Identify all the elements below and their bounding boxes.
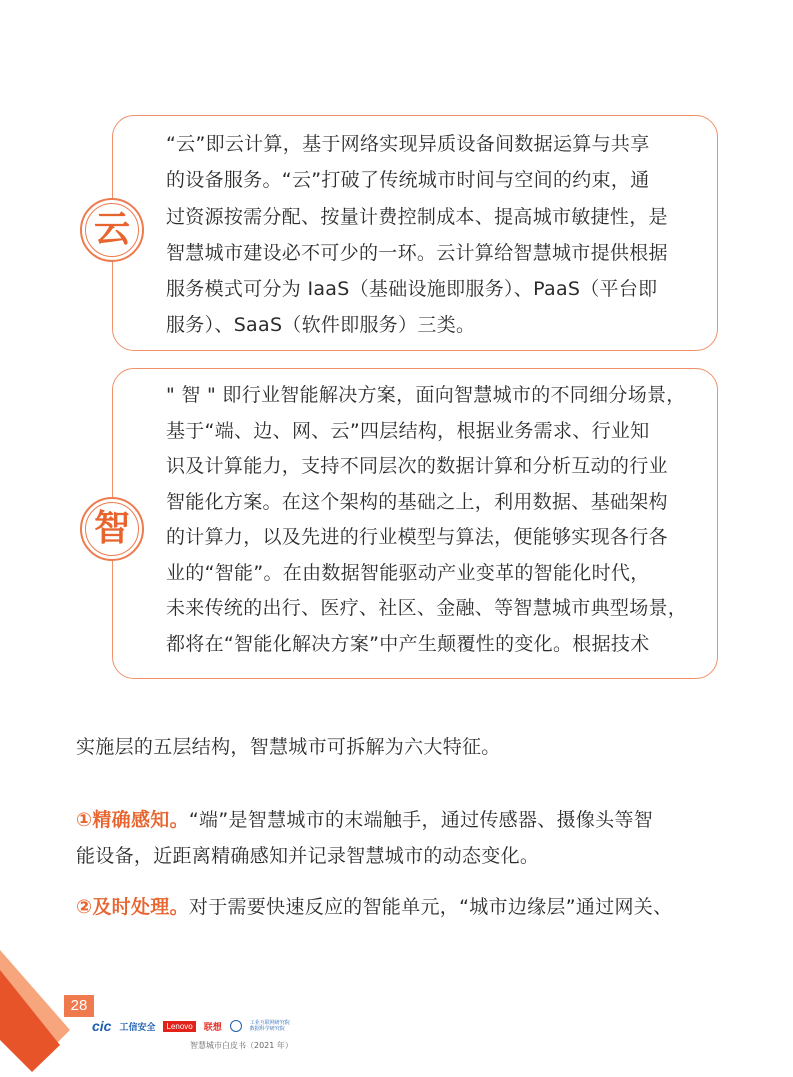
feature-2-title: ②及时处理。 <box>76 896 189 918</box>
intelligence-emblem-icon <box>80 497 144 561</box>
text-line: 未来传统的出行、医疗、社区、金融、等智慧城市典型场景， <box>166 597 688 619</box>
text-line: 服务）、SaaS（软件即服务）三类。 <box>166 314 476 337</box>
text-line: 的计算力，以及先进的行业模型与算法，便能够实现各行各 <box>166 526 668 548</box>
cloud-card-text <box>166 126 693 344</box>
cloud-card <box>112 115 718 351</box>
feature-2-text: 对于需要快速反应的智能单元，“城市边缘层”通过网关、 <box>188 896 673 918</box>
lenovo-logo: Lenovo <box>163 1021 195 1032</box>
cloud-emblem-char: 云 <box>93 209 130 250</box>
text-line: 服务模式可分为 IaaS（基础设施即服务）、PaaS（平台即 <box>166 278 658 301</box>
text-line: 智慧城市建设必不可少的一环。云计算给智慧城市提供根据 <box>166 241 668 264</box>
text-line: 业的“智能”。在由数据智能驱动产业变革的智能化时代， <box>166 561 650 584</box>
text-line: 智能化方案。在这个架构的基础之上，利用数据、基础架构 <box>166 490 668 513</box>
feature-1-line-2: 能设备，近距离精确感知并记录智慧城市的动态变化。 <box>76 845 540 867</box>
institute-name-2: 数据科学研究院 <box>249 1026 285 1032</box>
text-line: 基于“端、边、网、云”四层结构，根据业务需求、行业知 <box>166 419 650 442</box>
cic-logo-text: 工信安全 <box>119 1022 156 1033</box>
intelligence-card <box>112 368 718 679</box>
institute-name-1: 工业互联网研究院 <box>249 1020 290 1026</box>
text-line: “云”即云计算，基于网络实现异质设备间数据运算与共享 <box>166 133 650 155</box>
footer-logos <box>92 1017 290 1035</box>
feature-2-paragraph <box>76 889 672 925</box>
intelligence-card-text <box>166 378 693 662</box>
cloud-emblem-icon <box>80 198 144 262</box>
feature-1-title: ①精确感知。 <box>76 809 189 831</box>
footer-caption: 智慧城市白皮书（2021 年） <box>190 1041 293 1050</box>
text-line: 识及计算能力，支持不同层次的数据计算和分析互动的行业 <box>166 455 668 477</box>
text-line: " 智 " 即行业智能解决方案，面向智慧城市的不同细分场景， <box>166 384 686 406</box>
lenovo-logo-text: 联想 <box>203 1022 222 1033</box>
feature-1-line-1 <box>76 802 653 838</box>
cic-logo: cic <box>92 1018 112 1034</box>
institute-names <box>250 1020 290 1032</box>
feature-1-paragraph <box>76 802 653 874</box>
page-number: 28 <box>64 995 94 1017</box>
text-line: 都将在“智能化解决方案”中产生颠覆性的变化。根据技术 <box>166 632 650 655</box>
text-line: 过资源按需分配、按量计费控制成本、提高城市敏捷性，是 <box>166 205 668 228</box>
feature-1-text: “端”是智慧城市的末端触手，通过传感器、摄像头等智 <box>188 809 654 831</box>
intro-paragraph: 实施层的五层结构，智慧城市可拆解为六大特征。 <box>76 736 501 758</box>
intelligence-emblem-char: 智 <box>93 508 130 549</box>
institute-seal-icon <box>230 1020 242 1032</box>
text-line: 的设备服务。“云”打破了传统城市时间与空间的约束，通 <box>166 169 650 192</box>
